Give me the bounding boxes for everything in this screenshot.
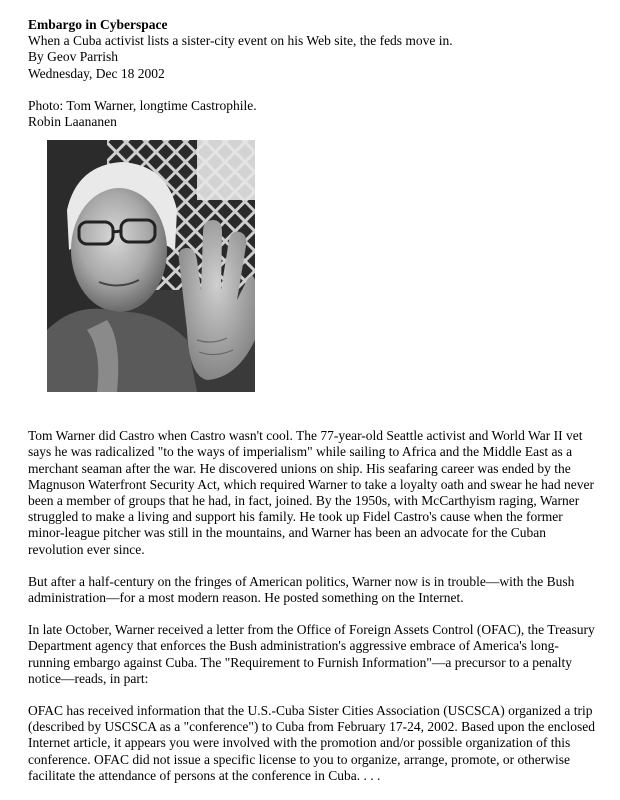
article-header [28,17,602,82]
article-title: Embargo in Cyberspace [28,17,168,32]
paragraph: In late October, Warner received a letter from the Office of Foreign Assets Control (OFAC), the Treasury Department agency that enforces the Bush administration's aggressive embrace of America's long- running embargo against Cuba. The "Requirement to Furnish Information"—a precursor to a penalty notice—reads, in part: [28,622,595,686]
portrait-photo [47,140,255,392]
paragraph: But after a half-century on the fringes of American politics, Warner now is in trouble—with the Bush administration—for a most modern reason. He posted something on the Internet. [28,573,575,606]
article-subtitle: When a Cuba activist lists a sister-city event on his Web site, the feds move in. [28,33,453,49]
paragraph: Tom Warner did Castro when Castro wasn't cool. The 77-year-old Seattle activist and World War II vet says he was radicalized "to the ways of imperialism" while sailing to Africa and the Middle East as a merchant seaman after the war. He discovered unions on ship. His seafaring career was ended by the Magnuson Waterfront Security Act, which required Warner to take a loyalty oath and swear he had never been a member of groups that he had, in fact, joined. By the 1950s, with McCarthyism raging, Warner struggled to make a living and support his family. He took up Fidel Castro's cause when the former minor-league pitcher was still in the mountains, and Warner has been an advocate for the Cuban revolution ever since. [28,428,595,557]
article-byline: By Geov Parrish [28,49,118,65]
photo-caption: Photo: Tom Warner, longtime Castrophile. [28,97,257,113]
photo-credit: Robin Laananen [28,114,117,130]
photo-block [28,98,602,392]
paragraph: OFAC has received information that the U.S.-Cuba Sister Cities Association (USCSCA) organized a trip (described by USCSCA as a "conference") to Cuba from February 17-24, 2002. Based upon the enclosed Internet article, it appears you were involved with the promotion and/or possible organization of this conference. OFAC did not issue a specific license to you to organize, arrange, promote, or otherwise facilitate the attendance of persons at the conference in Cuba. . . . [28,703,596,783]
article-body [28,428,602,784]
article-date: Wednesday, Dec 18 2002 [28,65,165,81]
